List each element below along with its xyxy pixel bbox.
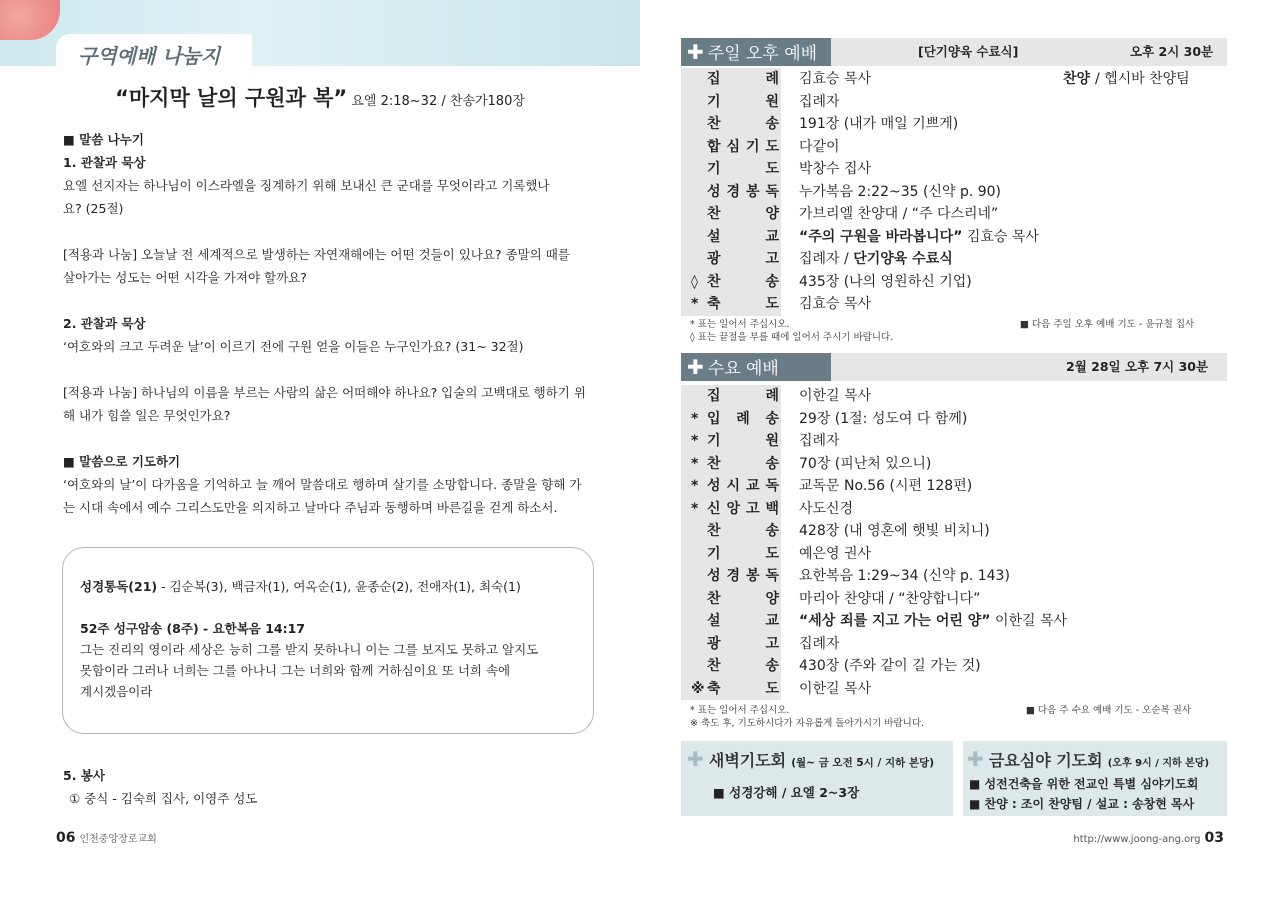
- friday-line: ■ 찬양 : 조이 찬양팀 / 설교 : 송창현 목사: [969, 797, 1195, 811]
- sunday-notes: [690, 318, 893, 344]
- order-key: [681, 588, 781, 611]
- sermon-heading: [0, 82, 640, 112]
- order-key-text: 찬 양: [707, 590, 779, 607]
- section-title: 구역예배 나눔지: [78, 44, 221, 68]
- order-key: [681, 181, 781, 204]
- order-key: [681, 293, 781, 316]
- footer-right: [1073, 830, 1224, 846]
- order-key-text: 찬 양: [707, 206, 779, 222]
- order-key-text: 광 고: [707, 635, 779, 652]
- order-key-text: 찬 송: [707, 658, 779, 674]
- order-key: [681, 498, 781, 521]
- friday-heading: [967, 747, 1209, 771]
- order-key-text: 집 례: [707, 388, 779, 404]
- friday-sub: (오후 9시 / 지하 본당): [1107, 758, 1210, 769]
- order-key: [681, 633, 781, 656]
- order-row: [681, 475, 1227, 498]
- order-value: 누가복음 2:22~35 (신약 p. 90): [799, 183, 1002, 200]
- order-value: 430장 (주와 같이 길 가는 것): [799, 658, 981, 674]
- friday-line: ■ 성전건축을 위한 전교인 특별 심야기도회: [969, 777, 1199, 791]
- body-line: [63, 220, 593, 243]
- order-value: 김효승 목사: [799, 71, 872, 87]
- wednesday-next-prayer: ■ 다음 주 수요 예배 기도 - 오순복 권사: [1026, 705, 1192, 716]
- order-key-text: 성 시 교 독: [707, 478, 779, 494]
- order-key: [681, 678, 781, 701]
- website-url: http://www.joong-ang.org: [1073, 834, 1201, 845]
- order-row: [681, 385, 1227, 408]
- order-value: 이한길 목사: [799, 680, 872, 697]
- order-key: [681, 430, 781, 453]
- sunday-next-prayer: ■ 다음 주일 오후 예배 기도 - 윤규철 집사: [1020, 319, 1195, 330]
- wednesday-label: [681, 353, 831, 381]
- sunday-label: [681, 38, 831, 66]
- order-value: “세상 죄를 지고 가는 어린 양” 이한길 목사: [799, 613, 1068, 629]
- memory-verse-title: 52주 성구암송 (8주) - 요한복음 14:17: [80, 621, 306, 636]
- body-line: ■ 말씀으로 기도하기: [63, 454, 181, 469]
- reading-names: - 김순복(3), 백금자(1), 여옥순(1), 윤종순(2), 전애자(1), 최숙(1): [157, 579, 521, 594]
- footer-left: [56, 830, 157, 846]
- order-value: 70장 (피난처 있으니): [799, 455, 932, 472]
- order-value: 29장 (1절: 성도여 다 함께): [799, 410, 968, 427]
- order-key: [681, 158, 781, 181]
- order-row: [681, 408, 1227, 431]
- order-row: [681, 226, 1227, 249]
- body-line: [63, 358, 593, 381]
- order-key-text: 설 교: [707, 613, 779, 629]
- reading-label: 성경통독(21): [80, 579, 158, 594]
- wednesday-label-text: 수요 예배: [707, 359, 779, 379]
- order-key: [681, 543, 781, 566]
- body-line: [63, 289, 593, 312]
- order-row: [681, 543, 1227, 566]
- order-row: [681, 271, 1227, 294]
- dawn-prayer-box: [681, 741, 953, 816]
- order-row: [681, 520, 1227, 543]
- order-key: [681, 475, 781, 498]
- order-key-text: 설 교: [707, 228, 779, 245]
- order-mark: *: [691, 433, 699, 449]
- wednesday-time: 2월 28일 오후 7시 30분: [1066, 359, 1209, 374]
- order-row: [681, 655, 1227, 678]
- order-row: [681, 453, 1227, 476]
- order-key: [681, 271, 781, 294]
- order-key-text: 찬 송: [707, 273, 779, 290]
- order-row: [681, 136, 1227, 159]
- order-key: [681, 113, 781, 136]
- memory-line: 못함이라 그러나 너희는 그를 아나니 그는 너희와 함께 거하심이요 또 너희 속에: [80, 663, 511, 678]
- order-value: 박창수 집사: [799, 161, 872, 177]
- order-key-text: 합 심 기 도: [707, 138, 779, 155]
- service-section: [63, 764, 257, 810]
- order-key-text: 신 앙 고 백: [707, 500, 779, 517]
- order-value: 이한길 목사: [799, 388, 872, 404]
- church-name: 인천중앙장로교회: [79, 834, 157, 845]
- order-key: [681, 136, 781, 159]
- body-line: 2. 관찰과 묵상: [63, 316, 146, 331]
- body-line: 1. 관찰과 묵상: [63, 155, 146, 170]
- order-row: [681, 248, 1227, 271]
- order-key: [681, 408, 781, 431]
- memory-line: 계시겠음이라: [80, 684, 153, 699]
- body-line: ‘여호와의 날’이 다가옴을 기억하고 늘 깨어 말씀대로 행하며 살기를 소망합니다. 종말을 향해 가: [63, 477, 582, 492]
- order-value: 집례자: [799, 93, 840, 110]
- order-value: 435장 (나의 영원하신 기업): [799, 273, 972, 290]
- order-value: 요한복음 1:29~34 (신약 p. 143): [799, 568, 1010, 584]
- memory-line: 그는 진리의 영이라 세상은 능히 그를 받지 못하나니 이는 그를 보지도 못하고 알지도: [80, 642, 539, 657]
- cross-icon: ✚: [687, 747, 704, 771]
- memory-content: [80, 576, 580, 702]
- order-key-text: 축 도: [707, 680, 779, 697]
- body-line: [적용과 나눔] 오늘날 전 세계적으로 발생하는 자연재해에는 어떤 것들이 있나요? 종말의 때를: [63, 247, 570, 262]
- page-number: 03: [1204, 830, 1224, 846]
- order-key-text: 기 도: [707, 545, 779, 562]
- order-value: 집례자: [799, 635, 840, 652]
- order-key: [681, 385, 781, 408]
- discussion-body: [63, 128, 593, 519]
- body-line: 요? (25절): [63, 201, 124, 216]
- order-value: 가브리엘 찬양대 / “주 다스리네”: [799, 206, 999, 222]
- order-key-text: 광 고: [707, 251, 779, 267]
- order-row: [681, 498, 1227, 521]
- dawn-title: 새벽기도회: [708, 751, 787, 770]
- dawn-line: ■ 성경강해 / 요엘 2~3장: [713, 785, 860, 800]
- dawn-sub: (월~ 금 오전 5시 / 지하 본당): [791, 757, 934, 769]
- body-line: 는 시대 속에서 예수 그리스도만을 의지하고 날마다 주님과 동행하며 바른길을 걷게 하소서.: [63, 500, 558, 515]
- order-row: [681, 430, 1227, 453]
- order-value: 다같이: [799, 138, 840, 155]
- note: ◊ 표는 끝절을 부를 때에 일어서 주시기 바랍니다.: [690, 332, 894, 343]
- page-number: 06: [56, 830, 76, 846]
- order-key-text: 축 도: [707, 296, 779, 312]
- sunday-tag: [단기양육 수료식]: [918, 44, 1019, 59]
- service-title: 5. 봉사: [63, 768, 105, 783]
- order-value: 사도신경: [799, 500, 854, 517]
- order-row: [681, 293, 1227, 316]
- note: ※ 축도 후, 기도하시다가 자유롭게 돌아가시기 바랍니다.: [690, 718, 925, 729]
- order-key-text: 기 도: [707, 161, 779, 177]
- body-line: ■ 말씀 나누기: [63, 132, 144, 147]
- order-value: 집례자: [799, 433, 840, 449]
- order-row: [681, 158, 1227, 181]
- friday-prayer-box: [963, 741, 1227, 816]
- order-row: [681, 203, 1227, 226]
- cross-icon: ✚: [687, 355, 704, 379]
- order-key: [681, 610, 781, 633]
- order-mark: *: [691, 500, 699, 517]
- order-row: [681, 113, 1227, 136]
- order-key-text: 기 원: [707, 93, 779, 110]
- order-mark: ※: [691, 680, 705, 697]
- cross-icon: ✚: [967, 747, 984, 771]
- order-row: [681, 565, 1227, 588]
- order-key-text: 입 례 송: [707, 410, 779, 427]
- order-value: 교독문 No.56 (시편 128편): [799, 478, 973, 494]
- order-key: [681, 226, 781, 249]
- body-line: [63, 427, 593, 450]
- order-mark: *: [691, 296, 699, 312]
- cross-icon: ✚: [687, 40, 704, 64]
- body-line: 살아가는 성도는 어떤 시각을 가져야 할까요?: [63, 270, 307, 285]
- order-mark: *: [691, 455, 699, 472]
- sunday-label-text: 주일 오후 예배: [707, 44, 818, 64]
- order-key: [681, 203, 781, 226]
- order-key: [681, 248, 781, 271]
- order-key-text: 성 경 봉 독: [707, 568, 779, 584]
- note: * 표는 일어서 주십시오.: [690, 705, 790, 716]
- order-value: 집례자 / 단기양육 수료식: [799, 251, 953, 267]
- order-row: [681, 610, 1227, 633]
- order-value: “주의 구원을 바라봅니다” 김효승 목사: [799, 228, 1039, 245]
- order-row: [681, 68, 1227, 91]
- service-item: ① 중식 - 김숙희 집사, 이영주 성도: [69, 791, 258, 806]
- order-row: [681, 633, 1227, 656]
- order-key: [681, 565, 781, 588]
- sermon-title: “마지막 날의 구원과 복”: [115, 86, 348, 110]
- order-value: 마리아 찬양대 / “찬양합니다”: [799, 590, 981, 607]
- order-key-text: 찬 송: [707, 523, 779, 539]
- order-key: [681, 68, 781, 91]
- order-value: 191장 (내가 매일 기쁘게): [799, 116, 959, 132]
- order-key: [681, 655, 781, 678]
- order-key: [681, 520, 781, 543]
- order-mark: ◊: [691, 273, 698, 290]
- order-mark: *: [691, 478, 699, 494]
- note: * 표는 일어서 주십시오.: [690, 319, 790, 330]
- body-line: 해 내가 힘쓸 일은 무엇인가요?: [63, 408, 231, 423]
- order-value: 김효승 목사: [799, 296, 872, 312]
- order-key: [681, 453, 781, 476]
- friday-title: 금요심야 기도회: [988, 751, 1103, 770]
- order-key-text: 성 경 봉 독: [707, 183, 779, 200]
- wednesday-notes: [690, 704, 924, 730]
- order-key-text: 기 원: [707, 433, 779, 449]
- order-key-text: 찬 송: [707, 116, 779, 132]
- order-key-text: 집 례: [707, 71, 779, 87]
- dawn-heading: [687, 747, 934, 771]
- order-row: [681, 678, 1227, 701]
- order-row: [681, 91, 1227, 114]
- order-row: [681, 588, 1227, 611]
- order-key: [681, 91, 781, 114]
- sermon-reference: 요엘 2:18~32 / 찬송가180장: [351, 94, 525, 109]
- order-row: [681, 181, 1227, 204]
- order-key-text: 찬 송: [707, 455, 779, 472]
- body-line: [적용과 나눔] 하나님의 이름을 부르는 사람의 삶은 어떠해야 하나요? 입술의 고백대로 행하기 위: [63, 385, 586, 400]
- order-value: 예은영 권사: [799, 545, 872, 562]
- body-line: ‘여호와의 크고 두려운 날’이 이르기 전에 구원 얻을 이들은 누구인가요? (31~ 32절): [63, 339, 524, 354]
- body-line: 요엘 선지자는 하나님이 이스라엘을 징계하기 위해 보내신 큰 군대를 무엇이라고 기록했나: [63, 178, 550, 193]
- sunday-time: 오후 2시 30분: [1130, 44, 1214, 59]
- order-extra: 찬양 / 헵시바 찬양팀: [1063, 71, 1190, 87]
- order-mark: *: [691, 410, 699, 427]
- order-value: 428장 (내 영혼에 햇빛 비치니): [799, 523, 990, 539]
